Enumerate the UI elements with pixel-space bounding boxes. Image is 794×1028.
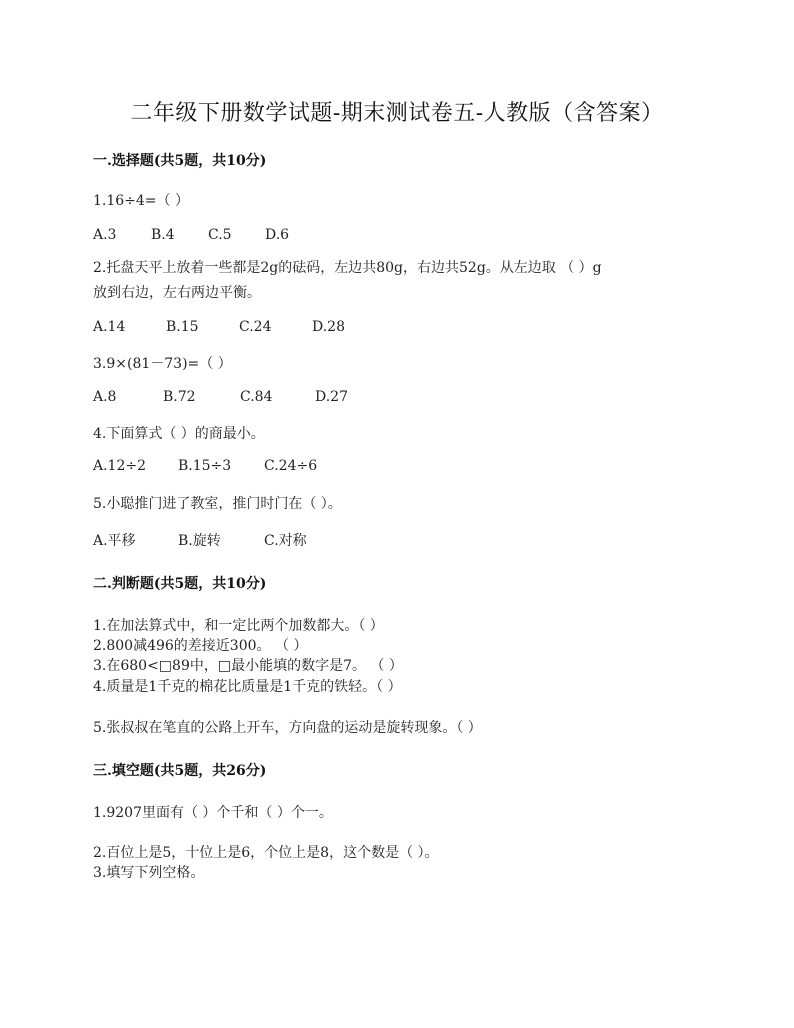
- fill-item-2: 2.百位上是5，十位上是6，个位上是8，这个数是（ ）。: [93, 845, 439, 861]
- choice-question-2: 2.托盘天平上放着一些都是2g的砝码，左边共80g，右边共52g。从左边取 （ ）g放到右边，左右两边平衡。: [93, 260, 602, 301]
- option-b: B.72: [163, 389, 196, 405]
- option-a: A.8: [93, 389, 117, 405]
- option-a: A.3: [93, 227, 117, 243]
- choice-options-4: [93, 458, 317, 474]
- option-d: D.6: [265, 227, 290, 243]
- section-title-judge: 二.判断题(共5题，共10分): [93, 576, 267, 592]
- option-a: A.平移: [93, 533, 136, 549]
- fill-item-3: 3.填写下列空格。: [93, 865, 205, 881]
- judge-item-5: 5.张叔叔在笔直的公路上开车，方向盘的运动是旋转现象。（ ）: [93, 720, 482, 736]
- choice-question-3: 3.9×(81－73)=（ ）: [93, 356, 232, 372]
- option-b: B.4: [151, 227, 175, 243]
- option-b: B.15: [166, 319, 199, 335]
- choice-question-4: 4.下面算式（ ）的商最小。: [93, 426, 265, 442]
- option-b: B.旋转: [178, 533, 221, 549]
- choice-question-5: 5.小聪推门进了教室，推门时门在（ ）。: [93, 496, 342, 512]
- section-title-choice: 一.选择题(共5题，共10分): [93, 153, 267, 169]
- judge-item-4: 4.质量是1千克的棉花比质量是1千克的铁轻。（ ）: [93, 679, 402, 695]
- choice-options-5: [93, 530, 307, 550]
- judge-item-1: 1.在加法算式中，和一定比两个加数都大。（ ）: [93, 618, 384, 634]
- choice-question-1: 1.16÷4=（ ）: [93, 193, 189, 209]
- section-title-fill: 三.填空题(共5题，共26分): [93, 763, 267, 779]
- option-c: C.24: [239, 319, 272, 335]
- option-c: C.5: [208, 227, 232, 243]
- document-title: 二年级下册数学试题-期末测试卷五-人教版（含答案）: [130, 101, 664, 126]
- option-d: D.27: [315, 389, 348, 405]
- option-a: A.14: [93, 319, 126, 335]
- option-b: B.15÷3: [178, 458, 232, 474]
- choice-options-3: [93, 389, 348, 405]
- option-a: A.12÷2: [93, 458, 147, 474]
- option-c: C.84: [240, 389, 273, 405]
- choice-options-2: [93, 319, 345, 335]
- choice-options-1: [93, 227, 289, 243]
- option-c: C.对称: [264, 533, 307, 549]
- judge-item-3: 3.在680<□89中，□最小能填的数字是7。 （ ）: [93, 658, 403, 674]
- option-c: C.24÷6: [264, 458, 318, 474]
- judge-item-2: 2.800减496的差接近300。 （ ）: [93, 638, 308, 654]
- fill-item-1: 1.9207里面有（ ）个千和（ ）个一。: [93, 805, 333, 821]
- option-d: D.28: [312, 319, 345, 335]
